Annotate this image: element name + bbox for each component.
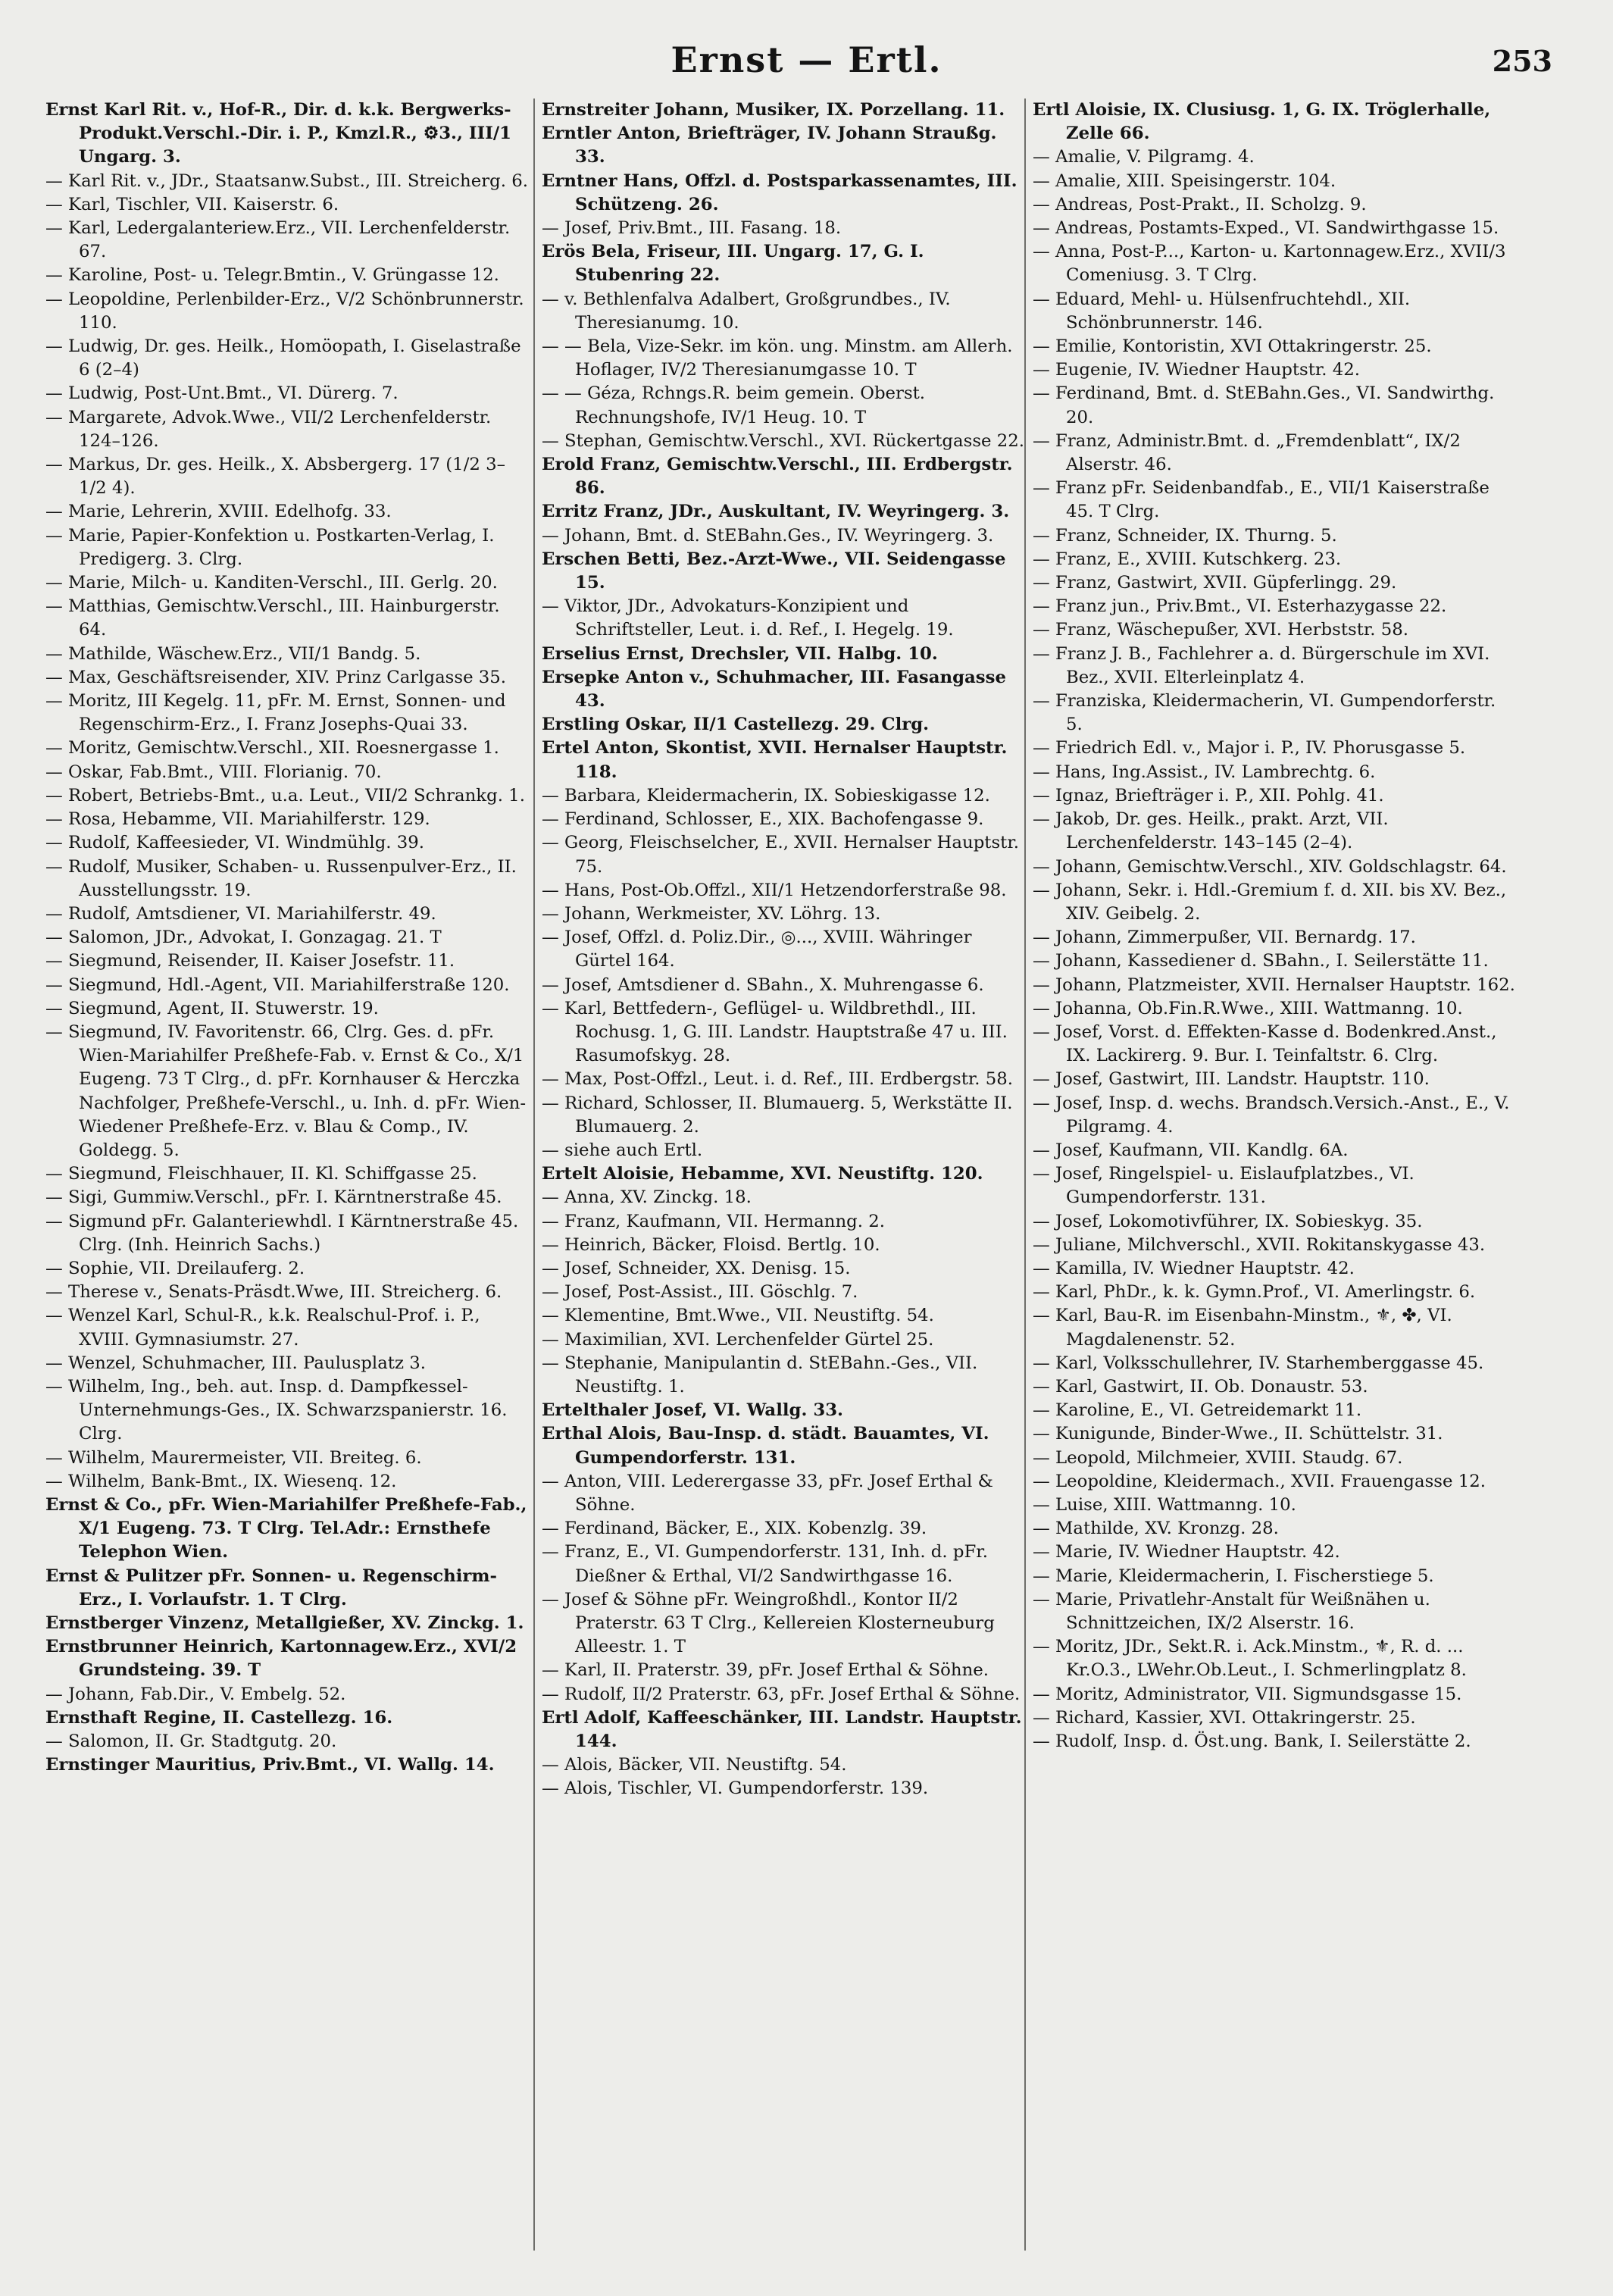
directory-entry: — Johann, Kassediener d. SBahn., I. Seilerstätte 11.	[1033, 951, 1489, 971]
directory-entry: — Eugenie, IV. Wiedner Hauptstr. 42.	[1033, 360, 1361, 380]
directory-entry: Ernstinger Mauritius, Priv.Bmt., VI. Wallg. 14.	[45, 1755, 495, 1775]
directory-entry: — Karl, Gastwirt, II. Ob. Donaustr. 53.	[1033, 1376, 1368, 1397]
directory-entry: — Anna, Post-P..., Karton- u. Kartonnagew.Erz., XVII/3 Comeniusg. 3. T Clrg.	[1033, 242, 1506, 286]
directory-entry: Ernstreiter Johann, Musiker, IX. Porzellang. 11.	[542, 100, 1005, 120]
directory-entry: — Hans, Post-Ob.Offzl., XII/1 Hetzendorferstraße 98.	[542, 880, 1007, 900]
directory-entry: — Moritz, Administrator, VII. Sigmundsgasse 15.	[1033, 1684, 1462, 1704]
directory-entry: — Johanna, Ob.Fin.R.Wwe., XIII. Wattmanng. 10.	[1033, 998, 1463, 1018]
directory-entry: — Johann, Zimmerpußer, VII. Bernardg. 17.	[1033, 927, 1416, 948]
directory-entry: — Wilhelm, Bank-Bmt., IX. Wiesenq. 12.	[45, 1471, 397, 1491]
column-divider	[533, 99, 535, 2251]
directory-entry: Ersepke Anton v., Schuhmacher, III. Fasangasse 43.	[542, 667, 1006, 712]
directory-entry: Ertelt Aloisie, Hebamme, XVI. Neustiftg. 120.	[542, 1164, 983, 1184]
directory-entry: — Johann, Bmt. d. StEBahn.Ges., IV. Weyringerg. 3.	[542, 525, 994, 546]
directory-entry: — Siegmund, IV. Favoritenstr. 66, Clrg. Ges. d. pFr. Wien-Mariahilfer Preßhefe-Fab. v. Ernst & Co., X/1 Eugeng. 73 T Clrg., d. pFr. Kornhauser & Herczka Nachfolger, Preßhefe-Verschl., u. Inh. d. pFr. Wien-Wiedener Preßhefe-Erz. v. Blau & Comp., IV. Goldegg. 5.	[45, 1021, 527, 1160]
directory-entry: — Siegmund, Reisender, II. Kaiser Josefstr. 11.	[45, 951, 455, 971]
directory-entry: — Markus, Dr. ges. Heilk., X. Absbergerg. 17 (1/2 3–1/2 4).	[45, 455, 506, 499]
directory-entry: — Maximilian, XVI. Lerchenfelder Gürtel 25.	[542, 1329, 934, 1350]
directory-entry: — Wenzel Karl, Schul-R., k.k. Realschul-Prof. i. P., XVIII. Gymnasiumstr. 27.	[45, 1306, 480, 1350]
directory-entry: — Josef, Insp. d. wechs. Brandsch.Versich.-Anst., E., V. Pilgramg. 4.	[1033, 1093, 1510, 1137]
page-header	[0, 39, 1613, 92]
directory-entry: — Ferdinand, Bäcker, E., XIX. Kobenzlg. 39.	[542, 1519, 927, 1539]
directory-entry: Ernstbrunner Heinrich, Kartonnagew.Erz., XVI/2 Grundsteing. 39. T	[45, 1637, 517, 1681]
directory-entry: — Rudolf, Musiker, Schaben- u. Russenpulver-Erz., II. Ausstellungsstr. 19.	[45, 856, 517, 900]
directory-entry: Erntler Anton, Briefträger, IV. Johann Straußg. 33.	[542, 124, 997, 167]
column-middle	[542, 99, 1027, 2281]
directory-entry: — Matthias, Gemischtw.Verschl., III. Hainburgerstr. 64.	[45, 596, 500, 640]
directory-entry: Ernst & Co., pFr. Wien-Mariahilfer Preßhefe-Fab., X/1 Eugeng. 73. T Clrg. Tel.Adr.: Ernsthefe Telephon Wien.	[45, 1494, 527, 1562]
directory-entry: — Karl, Volksschullehrer, IV. Starhemberggasse 45.	[1033, 1353, 1484, 1373]
directory-entry: — Emilie, Kontoristin, XVI Ottakringerstr. 25.	[1033, 336, 1432, 357]
directory-entry: — Richard, Kassier, XVI. Ottakringerstr. 25.	[1033, 1707, 1416, 1728]
directory-entry: — Siegmund, Agent, II. Stuwerstr. 19.	[45, 998, 379, 1018]
directory-entry: — Karl, PhDr., k. k. Gymn.Prof., VI. Amerlingstr. 6.	[1033, 1282, 1476, 1303]
directory-entry: — Ferdinand, Bmt. d. StEBahn.Ges., VI. Sandwirthg. 20.	[1033, 383, 1495, 427]
directory-entry: — Robert, Betriebs-Bmt., u.a. Leut., VII/2 Schrankg. 1.	[45, 785, 525, 805]
directory-entry: — Karl, Tischler, VII. Kaiserstr. 6.	[45, 194, 339, 214]
directory-entry: — Eduard, Mehl- u. Hülsenfruchtehdl., XII. Schönbrunnerstr. 146.	[1033, 289, 1411, 333]
directory-entry: — Karl, Ledergalanteriew.Erz., VII. Lerchenfelderstr. 67.	[45, 218, 511, 262]
directory-entry: — Jakob, Dr. ges. Heilk., prakt. Arzt, VII. Lerchenfelderstr. 143–145 (2–4).	[1033, 809, 1389, 853]
directory-entry: — Karl, II. Praterstr. 39, pFr. Josef Erthal & Söhne.	[542, 1660, 989, 1681]
directory-entry: — Franz, Schneider, IX. Thurng. 5.	[1033, 525, 1337, 546]
directory-entry: Erschen Betti, Bez.-Arzt-Wwe., VII. Seidengasse 15.	[542, 549, 1006, 593]
directory-entry: — Marie, IV. Wiedner Hauptstr. 42.	[1033, 1542, 1340, 1562]
directory-entry: — Wenzel, Schuhmacher, III. Paulusplatz 3.	[45, 1353, 426, 1373]
directory-entry: — Franz, Kaufmann, VII. Hermanng. 2.	[542, 1211, 885, 1231]
directory-entry: — Karl, Bau-R. im Eisenbahn-Minstm., ⚜, ✤, VI. Magdalenenstr. 52.	[1033, 1306, 1452, 1350]
directory-entry: Erold Franz, Gemischtw.Verschl., III. Erdbergstr. 86.	[542, 455, 1013, 499]
directory-entry: Ernst & Pulitzer pFr. Sonnen- u. Regenschirm-Erz., I. Vorlaufstr. 1. T Clrg.	[45, 1566, 498, 1609]
directory-entry: — Siegmund, Hdl.-Agent, VII. Mariahilferstraße 120.	[45, 974, 510, 995]
directory-entry: — Leopoldine, Perlenbilder-Erz., V/2 Schönbrunnerstr. 110.	[45, 289, 524, 333]
directory-entry: Erritz Franz, JDr., Auskultant, IV. Weyringerg. 3.	[542, 502, 1010, 522]
directory-entry: — Franz pFr. Seidenbandfab., E., VII/1 Kaiserstraße 45. T Clrg.	[1033, 478, 1490, 522]
directory-entry: — Friedrich Edl. v., Major i. P., IV. Phorusgasse 5.	[1033, 738, 1466, 759]
directory-entry: — Josef, Ringelspiel- u. Eislaufplatzbes., VI. Gumpendorferstr. 131.	[1033, 1164, 1415, 1208]
directory-entry: — Stephanie, Manipulantin d. StEBahn.-Ges., VII. Neustiftg. 1.	[542, 1353, 978, 1397]
directory-entry: — Salomon, JDr., Advokat, I. Gonzagag. 21. T	[45, 927, 442, 948]
directory-entry: Erntner Hans, Offzl. d. Postsparkassenamtes, III. Schützeng. 26.	[542, 170, 1018, 214]
directory-entry: Ertel Anton, Skontist, XVII. Hernalser Hauptstr. 118.	[542, 738, 1008, 782]
directory-entry: — Salomon, II. Gr. Stadtgutg. 20.	[45, 1731, 337, 1752]
directory-entry: — Josef, Amtsdiener d. SBahn., X. Muhrengasse 6.	[542, 974, 984, 995]
directory-entry: Ertelthaler Josef, VI. Wallg. 33.	[542, 1400, 843, 1421]
directory-entry: — Kamilla, IV. Wiedner Hauptstr. 42.	[1033, 1258, 1355, 1278]
directory-entry: — Amalie, XIII. Speisingerstr. 104.	[1033, 170, 1336, 191]
directory-entry: — Ludwig, Dr. ges. Heilk., Homöopath, I. Giselastraße 6 (2–4)	[45, 336, 521, 380]
directory-entry: Ertl Adolf, Kaffeeschänker, III. Landstr. Hauptstr. 144.	[542, 1707, 1022, 1752]
directory-entry: — Alois, Bäcker, VII. Neustiftg. 54.	[542, 1755, 847, 1775]
directory-entry: — Rudolf, Amtsdiener, VI. Mariahilferstr. 49.	[45, 903, 436, 924]
directory-entry: — Karl Rit. v., JDr., Staatsanw.Subst., III. Streicherg. 6.	[45, 170, 528, 191]
directory-entry: — Franz, Gastwirt, XVII. Güpferlingg. 29.	[1033, 573, 1397, 593]
directory-entry: — Leopold, Milchmeier, XVIII. Staudg. 67.	[1033, 1447, 1403, 1468]
directory-entry: — Karoline, E., VI. Getreidemarkt 11.	[1033, 1400, 1362, 1421]
directory-entry: — Sigi, Gummiw.Verschl., pFr. I. Kärntnerstraße 45.	[45, 1187, 502, 1208]
directory-entry: — Max, Post-Offzl., Leut. i. d. Ref., III. Erdbergstr. 58.	[542, 1069, 1014, 1090]
directory-entry: — Ludwig, Post-Unt.Bmt., VI. Dürerg. 7.	[45, 383, 399, 404]
directory-entry: — Wilhelm, Ing., beh. aut. Insp. d. Dampfkessel-Unternehmungs-Ges., IX. Schwarzspanierstr. 16. Clrg.	[45, 1376, 508, 1444]
directory-entry: — Klementine, Bmt.Wwe., VII. Neustiftg. 54.	[542, 1306, 934, 1326]
directory-entry: — Luise, XIII. Wattmanng. 10.	[1033, 1494, 1296, 1515]
directory-entry: — Johann, Fab.Dir., V. Embelg. 52.	[45, 1684, 346, 1704]
directory-entry: — Andreas, Postamts-Exped., VI. Sandwirthgasse 15.	[1033, 218, 1499, 239]
directory-entry: — Johann, Sekr. i. Hdl.-Gremium f. d. XII. bis XV. Bez., XIV. Geibelg. 2.	[1033, 880, 1507, 924]
directory-entry: — Franziska, Kleidermacherin, VI. Gumpendorferstr. 5.	[1033, 691, 1496, 735]
directory-entry: — Hans, Ing.Assist., IV. Lambrechtg. 6.	[1033, 762, 1376, 782]
directory-entry: — Franz J. B., Fachlehrer a. d. Bürgerschule im XVI. Bez., XVII. Elterleinplatz 4.	[1033, 643, 1490, 687]
directory-entry: — Rosa, Hebamme, VII. Mariahilferstr. 129.	[45, 809, 430, 830]
directory-entry: — Max, Geschäftsreisender, XIV. Prinz Carlgasse 35.	[45, 667, 507, 687]
directory-entry: — Josef & Söhne pFr. Weingroßhdl., Kontor II/2 Praterstr. 63 T Clrg., Kellereien Klosterneuburg Alleestr. 1. T	[542, 1589, 995, 1657]
directory-entry: — Mathilde, Wäschew.Erz., VII/1 Bandg. 5.	[45, 643, 421, 664]
directory-entry: — Marie, Papier-Konfektion u. Postkarten-Verlag, I. Predigerg. 3. Clrg.	[45, 525, 495, 569]
directory-entry: — Heinrich, Bäcker, Floisd. Bertlg. 10.	[542, 1234, 880, 1255]
directory-entry: — Alois, Tischler, VI. Gumpendorferstr. 139.	[542, 1778, 929, 1799]
directory-entry: Ernsthaft Regine, II. Castellezg. 16.	[45, 1707, 393, 1728]
directory-entry: — Margarete, Advok.Wwe., VII/2 Lerchenfelderstr. 124–126.	[45, 407, 492, 451]
directory-entry: — Marie, Privatlehr-Anstalt für Weißnähen u. Schnittzeichen, IX/2 Alserstr. 16.	[1033, 1589, 1430, 1633]
directory-entry: — v. Bethlenfalva Adalbert, Großgrundbes., IV. Theresianumg. 10.	[542, 289, 951, 333]
directory-entry: — Moritz, Gemischtw.Verschl., XII. Roesnergasse 1.	[45, 738, 499, 759]
directory-entry: — Josef, Gastwirt, III. Landstr. Hauptstr. 110.	[1033, 1069, 1430, 1090]
directory-entry: Erstling Oskar, II/1 Castellezg. 29. Clrg.	[542, 715, 930, 735]
directory-entry: — Franz, E., XVIII. Kutschkerg. 23.	[1033, 549, 1342, 569]
directory-entry: Erselius Ernst, Drechsler, VII. Halbg. 10.	[542, 643, 938, 664]
directory-entry: — Johann, Werkmeister, XV. Löhrg. 13.	[542, 903, 881, 924]
column-right	[1033, 99, 1518, 2281]
directory-entry: — Anton, VIII. Lederergasse 33, pFr. Josef Erthal & Söhne.	[542, 1471, 993, 1515]
directory-entry: — Rudolf, II/2 Praterstr. 63, pFr. Josef Erthal & Söhne.	[542, 1684, 1021, 1704]
directory-entry: — Josef, Priv.Bmt., III. Fasang. 18.	[542, 218, 842, 239]
directory-entry: — Marie, Milch- u. Kanditen-Verschl., III. Gerlg. 20.	[45, 573, 498, 593]
directory-entry: — Josef, Kaufmann, VII. Kandlg. 6A.	[1033, 1140, 1349, 1160]
directory-entry: Ernstberger Vinzenz, Metallgießer, XV. Zinckg. 1.	[45, 1613, 524, 1633]
directory-entry: — Karoline, Post- u. Telegr.Bmtin., V. Grüngasse 12.	[45, 265, 499, 286]
directory-entry: Erthal Alois, Bau-Insp. d. städt. Bauamtes, VI. Gumpendorferstr. 131.	[542, 1424, 989, 1468]
directory-entry: — Siegmund, Fleischhauer, II. Kl. Schiffgasse 25.	[45, 1164, 477, 1184]
directory-entry: — Johann, Gemischtw.Verschl., XIV. Goldschlagstr. 64.	[1033, 856, 1507, 877]
directory-entry: — Franz, Wäschepußer, XVI. Herbststr. 58.	[1033, 620, 1409, 640]
directory-entry: — Wilhelm, Maurermeister, VII. Breiteg. 6.	[45, 1447, 422, 1468]
directory-entry: — Franz jun., Priv.Bmt., VI. Esterhazygasse 22.	[1033, 596, 1447, 617]
directory-entry: — Leopoldine, Kleidermach., XVII. Frauengasse 12.	[1033, 1471, 1486, 1491]
column-left	[45, 99, 530, 2281]
directory-entry: — Viktor, JDr., Advokaturs-Konzipient und Schriftsteller, Leut. i. d. Ref., I. Hegelg. 19.	[542, 596, 954, 640]
directory-entry: — Ferdinand, Schlosser, E., XIX. Bachofengasse 9.	[542, 809, 984, 830]
directory-entry: — Marie, Lehrerin, XVIII. Edelhofg. 33.	[45, 502, 392, 522]
directory-entry: — Josef, Offzl. d. Poliz.Dir., ◎..., XVIII. Währinger Gürtel 164.	[542, 927, 972, 971]
directory-entry: — Andreas, Post-Prakt., II. Scholzg. 9.	[1033, 194, 1367, 214]
directory-entry: — siehe auch Ertl.	[542, 1140, 703, 1160]
directory-entry: — Barbara, Kleidermacherin, IX. Sobieskigasse 12.	[542, 785, 990, 805]
directory-entry: — Richard, Schlosser, II. Blumauerg. 5, Werkstätte II. Blumauerg. 2.	[542, 1093, 1013, 1137]
directory-entry: — Josef, Lokomotivführer, IX. Sobieskyg. 35.	[1033, 1211, 1423, 1231]
directory-entry: — Franz, Administr.Bmt. d. „Fremdenblatt“, IX/2 Alserstr. 46.	[1033, 430, 1461, 475]
directory-entry: — Anna, XV. Zinckg. 18.	[542, 1187, 752, 1208]
page-number: 253	[1492, 44, 1552, 78]
directory-entry: — Moritz, III Kegelg. 11, pFr. M. Ernst, Sonnen- und Regenschirm-Erz., I. Franz Josephs-Quai 33.	[45, 691, 506, 735]
directory-entry: — Mathilde, XV. Kronzg. 28.	[1033, 1519, 1279, 1539]
directory-entry: — — Bela, Vize-Sekr. im kön. ung. Minstm. am Allerh. Hoflager, IV/2 Theresianumgasse 10. T	[542, 336, 1013, 380]
directory-entry: — Stephan, Gemischtw.Verschl., XVI. Rückertgasse 22.	[542, 430, 1025, 451]
directory-entry: — Therese v., Senats-Präsdt.Wwe, III. Streicherg. 6.	[45, 1282, 502, 1303]
directory-entry: — Kunigunde, Binder-Wwe., II. Schüttelstr. 31.	[1033, 1424, 1443, 1444]
directory-entry: — Amalie, V. Pilgramg. 4.	[1033, 147, 1255, 167]
directory-entry: Ertl Aloisie, IX. Clusiusg. 1, G. IX. Tröglerhalle, Zelle 66.	[1033, 100, 1491, 144]
running-head: Ernst — Ertl.	[671, 39, 942, 80]
directory-entry: Ernst Karl Rit. v., Hof-R., Dir. d. k.k. Bergwerks-Produkt.Verschl.-Dir. i. P., Kmzl.R., ⚙3., III/1 Ungarg. 3.	[45, 100, 512, 167]
directory-entry: — Karl, Bettfedern-, Geflügel- u. Wildbrethdl., III. Rochusg. 1, G. III. Landstr. Hauptstraße 47 u. III. Rasumofskyg. 28.	[542, 998, 1008, 1066]
directory-entry: — Georg, Fleischselcher, E., XVII. Hernalser Hauptstr. 75.	[542, 833, 1019, 877]
directory-entry: — Ignaz, Briefträger i. P., XII. Pohlg. 41.	[1033, 785, 1384, 805]
directory-entry: — Franz, E., VI. Gumpendorferstr. 131, Inh. d. pFr. Dießner & Erthal, VI/2 Sandwirthgasse 16.	[542, 1542, 988, 1586]
column-divider	[1024, 99, 1026, 2251]
directory-entry: — Josef, Schneider, XX. Denisg. 15.	[542, 1258, 851, 1278]
directory-entry: — Sigmund pFr. Galanteriewhdl. I Kärntnerstraße 45. Clrg. (Inh. Heinrich Sachs.)	[45, 1211, 519, 1255]
directory-entry: — Sophie, VII. Dreilauferg. 2.	[45, 1258, 305, 1278]
directory-entry: — Josef, Vorst. d. Effekten-Kasse d. Bodenkred.Anst., IX. Lackirerg. 9. Bur. I. Teinfaltstr. 6. Clrg.	[1033, 1021, 1497, 1066]
directory-entry: — — Géza, Rchngs.R. beim gemein. Oberst. Rechnungshofe, IV/1 Heug. 10. T	[542, 383, 926, 427]
directory-entry: — Rudolf, Insp. d. Öst.ung. Bank, I. Seilerstätte 2.	[1033, 1731, 1471, 1752]
directory-entry: — Oskar, Fab.Bmt., VIII. Florianig. 70.	[45, 762, 382, 782]
directory-entry: Erös Bela, Friseur, III. Ungarg. 17, G. I. Stubenring 22.	[542, 242, 924, 286]
directory-entry: — Juliane, Milchverschl., XVII. Rokitanskygasse 43.	[1033, 1234, 1486, 1255]
directory-entry: — Moritz, JDr., Sekt.R. i. Ack.Minstm., ⚜, R. d. ... Kr.O.3., LWehr.Ob.Leut., I. Schmerlingplatz 8.	[1033, 1637, 1467, 1681]
directory-entry: — Johann, Platzmeister, XVII. Hernalser Hauptstr. 162.	[1033, 974, 1515, 995]
directory-entry: — Marie, Kleidermacherin, I. Fischerstiege 5.	[1033, 1566, 1434, 1586]
directory-entry: — Rudolf, Kaffeesieder, VI. Windmühlg. 39.	[45, 833, 425, 853]
directory-entry: — Josef, Post-Assist., III. Göschlg. 7.	[542, 1282, 858, 1303]
